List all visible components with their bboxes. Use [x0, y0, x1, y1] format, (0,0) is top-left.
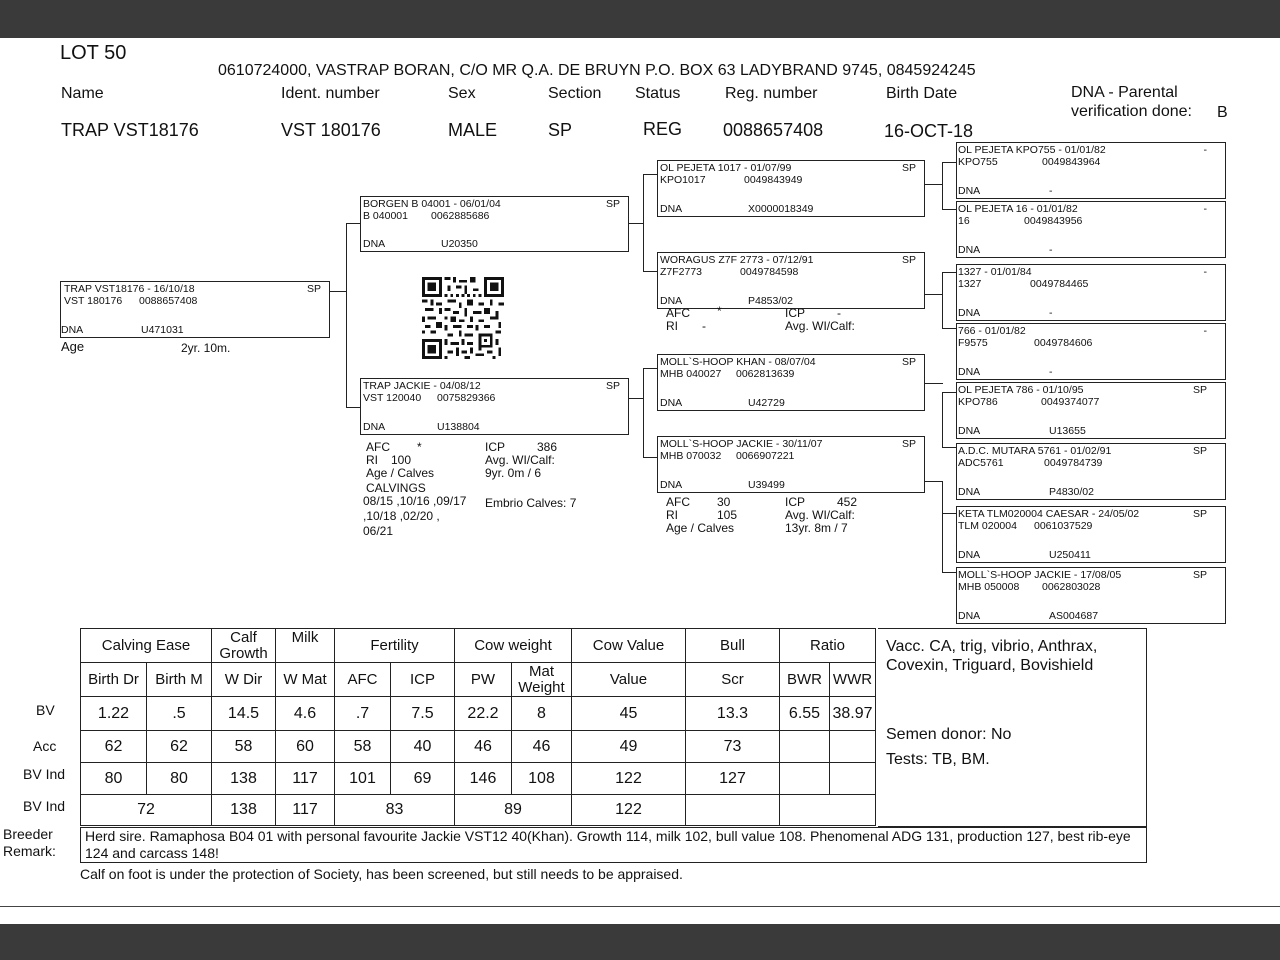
bv-cell: 8 [512, 697, 572, 731]
bv-cell: 45 [572, 697, 686, 731]
bvind2-cell: 117 [276, 795, 335, 826]
header-status: Status [635, 85, 681, 102]
ggp-section: - [1203, 325, 1207, 337]
ggp-reg: 0049843956 [1024, 215, 1083, 227]
ggp-id: F9575 [958, 337, 988, 349]
dam-title: TRAP JACKIE - 04/08/12 [363, 380, 481, 392]
acc-cell: 73 [686, 731, 780, 763]
dd-dna: U39499 [748, 479, 785, 491]
dam-ri-value: 100 [391, 453, 412, 467]
ggp-dna-label: DNA [958, 486, 981, 498]
bvind-cell: 69 [391, 763, 455, 795]
sub-pw: PW [455, 663, 512, 697]
owner-line: 0610724000, VASTRAP BORAN, C/O MR Q.A. DE BRUYN P.O. BOX 63 LADYBRAND 9745, 0845924245 [218, 62, 976, 79]
sd-afc-label: AFC [666, 306, 690, 320]
ss-id: KPO1017 [660, 174, 706, 186]
bv-cell: 6.55 [780, 697, 830, 731]
ggp-reg: 0049374077 [1041, 396, 1100, 408]
acc-cell: 46 [455, 731, 512, 763]
ggp-dna-label: DNA [958, 425, 981, 437]
acc-cell: 49 [572, 731, 686, 763]
animal-ident: VST 180176 [281, 120, 381, 140]
row-label-bv: BV [36, 702, 55, 718]
pedigree-sire-dam [657, 252, 925, 309]
dna-verified-value: B [1217, 104, 1228, 121]
row-label-bvind: BV Ind [23, 766, 66, 782]
sub-afc: AFC [335, 663, 391, 697]
header-sex: Sex [448, 85, 476, 102]
dd-afc-label: AFC [666, 495, 690, 509]
ds-section: SP [901, 356, 916, 368]
group-calf-growth: Calf Growth [212, 629, 276, 663]
ggp-dna: U13655 [1049, 425, 1086, 437]
pedigree-ggp-8 [956, 567, 1226, 624]
age-value: 2yr. 10m. [181, 341, 231, 355]
ss-title: OL PEJETA 1017 - 01/07/99 [660, 162, 792, 174]
dd-title: MOLL`S-HOOP JACKIE - 30/11/07 [660, 438, 823, 450]
ss-section: SP [901, 162, 916, 174]
acc-cell: 58 [335, 731, 391, 763]
remark-label [3, 826, 56, 860]
ggp-id: MHB 050008 [958, 581, 1020, 593]
ggp-section: - [1203, 266, 1207, 278]
bvind-cell: 80 [147, 763, 212, 795]
ggp-section: - [1203, 144, 1207, 156]
ggp-dna-label: DNA [958, 185, 981, 197]
qr-code-icon [420, 277, 506, 359]
group-milk: Milk [276, 629, 335, 663]
tests: Tests: TB, BM. [886, 751, 990, 768]
sub-icp: ICP [391, 663, 455, 697]
header-name: Name [61, 85, 104, 102]
animal-birth: 16-OCT-18 [884, 121, 974, 141]
sd-ri-value: - [702, 319, 706, 333]
ggp-title: KETA TLM020004 CAESAR - 24/05/02 [958, 508, 1140, 520]
dam-avg-label: Avg. WI/Calf: [485, 453, 555, 467]
subject-reg: 0088657408 [139, 295, 198, 307]
sd-reg: 0049784598 [740, 266, 799, 278]
row-label-acc: Acc [33, 738, 57, 754]
dd-id: MHB 070032 [660, 450, 722, 462]
acc-cell: 62 [147, 731, 212, 763]
ggp-dna: AS004687 [1049, 610, 1099, 622]
group-bull: Bull [686, 629, 780, 663]
animal-sex: MALE [448, 120, 498, 140]
ggp-dna-label: DNA [958, 307, 981, 319]
sub-w-mat: W Mat [276, 663, 335, 697]
dd-section: SP [901, 438, 916, 450]
sd-icp-label: ICP [785, 306, 806, 320]
header-birth: Birth Date [886, 85, 958, 102]
dd-age-calves-label: Age / Calves [666, 521, 735, 535]
subject-dna-label: DNA [61, 324, 84, 336]
header-section: Section [548, 85, 602, 102]
sd-afc-value: * [717, 304, 722, 318]
ggp-id: TLM 020004 [958, 520, 1017, 532]
ggp-id: KPO755 [958, 156, 998, 168]
ss-dna-label: DNA [660, 203, 683, 215]
dd-reg: 0066907221 [736, 450, 795, 462]
ggp-dna: - [1049, 307, 1053, 319]
sd-ri-label: RI [666, 319, 678, 333]
bvind-cell: 80 [81, 763, 147, 795]
bv-cell: 7.5 [391, 697, 455, 731]
bvind-cell: 117 [276, 763, 335, 795]
pedigree-sire [360, 196, 629, 252]
sd-section: SP [901, 254, 916, 266]
dam-section: SP [605, 380, 620, 392]
group-ratio: Ratio [780, 629, 876, 663]
breeder-remark: Herd sire. Ramaphosa B04 01 with personal favourite Jackie VST12 40(Khan). Growth 114, milk 102, bull value 108. Phenomenal ADG 131, production 127, best rib-eye 124 and carcass 148! [80, 827, 1147, 863]
bvind-cell: 138 [212, 763, 276, 795]
ggp-section: - [1203, 203, 1207, 215]
sub-w-dir: W Dir [212, 663, 276, 697]
dd-ri-label: RI [666, 508, 678, 522]
row-label-bvind-2: BV Ind [23, 798, 66, 814]
ggp-id: ADC5761 [958, 457, 1004, 469]
ggp-title: OL PEJETA 786 - 01/10/95 [958, 384, 1084, 396]
ds-title: MOLL`S-HOOP KHAN - 08/07/04 [660, 356, 816, 368]
group-cow-value: Cow Value [572, 629, 686, 663]
ggp-dna: - [1049, 244, 1053, 256]
bvind-cell: 146 [455, 763, 512, 795]
pedigree-dam-dam [657, 436, 925, 493]
ggp-reg: 0049784739 [1044, 457, 1103, 469]
subject-dna: U471031 [141, 324, 184, 336]
bvind2-cell: 83 [335, 795, 455, 826]
bv-cell: .5 [147, 697, 212, 731]
bv-cell: 22.2 [455, 697, 512, 731]
bv-cell: 38.97 [830, 697, 876, 731]
dd-avg-label: Avg. WI/Calf: [785, 508, 855, 522]
sire-id: B 040001 [363, 210, 408, 222]
bv-cell: 4.6 [276, 697, 335, 731]
bottom-bar [0, 924, 1280, 960]
dam-calvings-line1: 08/15 ,10/16 ,09/17 [363, 494, 467, 508]
header-dna [1071, 83, 1192, 121]
bvind2-cell: 72 [81, 795, 212, 826]
dam-embrio-calves: Embrio Calves: 7 [485, 496, 577, 510]
header-ident: Ident. number [281, 85, 380, 102]
semen-donor: Semen donor: No [886, 726, 1012, 743]
bv-cell: 1.22 [81, 697, 147, 731]
sub-bwr: BWR [780, 663, 830, 697]
group-cow-weight: Cow weight [455, 629, 572, 663]
dam-icp-value: 386 [537, 440, 558, 454]
header-dna-line1: DNA - Parental [1071, 84, 1178, 101]
ggp-reg: 0061037529 [1034, 520, 1093, 532]
pedigree-ggp-6 [956, 443, 1226, 500]
acc-cell: 62 [81, 731, 147, 763]
animal-reg: 0088657408 [723, 120, 824, 140]
sub-birth-dr: Birth Dr [81, 663, 147, 697]
ds-dna-label: DNA [660, 397, 683, 409]
footnote: Calf on foot is under the protection of Society, has been screened, but still needs to be appraised. [80, 866, 683, 882]
sire-dna: U20350 [441, 238, 478, 250]
ggp-dna: U250411 [1049, 549, 1091, 561]
sd-title: WORAGUS Z7F 2773 - 07/12/91 [660, 254, 814, 266]
bvind2-cell [686, 795, 780, 826]
ggp-section: SP [1192, 569, 1207, 581]
pedigree-ggp-5 [956, 382, 1226, 439]
acc-cell: 60 [276, 731, 335, 763]
ds-dna: U42729 [748, 397, 785, 409]
age-label: Age [61, 339, 85, 354]
ggp-reg: 0062803028 [1042, 581, 1101, 593]
acc-cell [780, 731, 830, 763]
header-reg: Reg. number [725, 85, 818, 102]
ggp-title: MOLL`S-HOOP JACKIE - 17/08/05 [958, 569, 1122, 581]
ggp-title: OL PEJETA 16 - 01/01/82 [958, 203, 1078, 215]
pedigree-ggp-4 [956, 323, 1226, 380]
ggp-title: 766 - 01/01/82 [958, 325, 1026, 337]
bvind2-cell: 89 [455, 795, 572, 826]
lot-number: LOT 50 [60, 42, 127, 64]
bvind-cell: 127 [686, 763, 780, 795]
sub-value: Value [572, 663, 686, 697]
dam-id: VST 120040 [363, 392, 422, 404]
bvind-cell: 122 [572, 763, 686, 795]
group-fertility: Fertility [335, 629, 455, 663]
ggp-dna: - [1049, 185, 1053, 197]
ggp-dna: P4830/02 [1049, 486, 1094, 498]
dam-calvings-line2: ,10/18 ,02/20 , [363, 509, 440, 523]
subject-title: TRAP VST18176 - 16/10/18 [64, 283, 195, 295]
bvind-cell: 108 [512, 763, 572, 795]
animal-status: REG [643, 119, 683, 139]
ggp-section: SP [1192, 384, 1207, 396]
acc-cell: 46 [512, 731, 572, 763]
acc-cell [830, 731, 876, 763]
ggp-dna-label: DNA [958, 244, 981, 256]
ggp-id: 16 [958, 215, 970, 227]
bvind-cell [830, 763, 876, 795]
bvind2-cell: 122 [572, 795, 686, 826]
divider [0, 906, 1280, 907]
sub-wwr: WWR [830, 663, 876, 697]
sd-avg-label: Avg. WI/Calf: [785, 319, 855, 333]
ggp-title: OL PEJETA KPO755 - 01/01/82 [958, 144, 1106, 156]
pedigree-ggp-2 [956, 201, 1226, 258]
ggp-title: 1327 - 01/01/84 [958, 266, 1032, 278]
pedigree-ggp-3 [956, 264, 1226, 321]
pedigree-dam-sire [657, 354, 925, 411]
acc-cell: 40 [391, 731, 455, 763]
dam-afc-value: * [417, 440, 422, 454]
ggp-dna: - [1049, 366, 1053, 378]
ggp-reg: 0049784465 [1030, 278, 1089, 290]
pedigree-ggp-7 [956, 506, 1226, 563]
bv-cell: .7 [335, 697, 391, 731]
ss-dna: X0000018349 [748, 203, 814, 215]
acc-cell: 58 [212, 731, 276, 763]
bvind-cell [780, 763, 830, 795]
dd-icp-value: 452 [837, 495, 858, 509]
sire-title: BORGEN B 04001 - 06/01/04 [363, 198, 501, 210]
remark-label-line2: Remark: [3, 843, 56, 859]
ss-reg: 0049843949 [744, 174, 803, 186]
animal-name: TRAP VST18176 [61, 120, 199, 140]
bvind2-cell: 138 [212, 795, 276, 826]
dd-age-calves-value: 13yr. 8m / 7 [785, 521, 848, 535]
ggp-section: SP [1192, 445, 1207, 457]
pedigree-subject [60, 281, 330, 338]
dam-icp-label: ICP [485, 440, 506, 454]
vaccination-text: Vacc. CA, trig, vibrio, Anthrax, Covexin, Triguard, Bovishield [886, 638, 1098, 674]
ggp-dna-label: DNA [958, 366, 981, 378]
dam-ri-label: RI [366, 453, 378, 467]
bvind-cell: 101 [335, 763, 391, 795]
ggp-id: 1327 [958, 278, 982, 290]
ebv-table [80, 628, 876, 826]
sd-dna-label: DNA [660, 295, 683, 307]
subject-section: SP [306, 283, 321, 295]
dd-afc-value: 30 [717, 495, 731, 509]
dd-icp-label: ICP [785, 495, 806, 509]
sire-reg: 0062885686 [431, 210, 490, 222]
ggp-section: SP [1192, 508, 1207, 520]
sd-dna: P4853/02 [748, 295, 793, 307]
ds-reg: 0062813639 [736, 368, 795, 380]
ggp-dna-label: DNA [958, 610, 981, 622]
sd-id: Z7F2773 [660, 266, 703, 278]
dam-age-calves-value: 9yr. 0m / 6 [485, 466, 542, 480]
bvind2-cell [780, 795, 876, 826]
remark-label-line1: Breeder [3, 826, 53, 842]
dam-calvings-label: CALVINGS [366, 481, 426, 495]
pedigree-dam [360, 378, 629, 435]
pedigree-ggp-1 [956, 142, 1226, 199]
sd-icp-value: - [837, 306, 841, 320]
ds-id: MHB 040027 [660, 368, 722, 380]
dd-dna-label: DNA [660, 479, 683, 491]
ggp-dna-label: DNA [958, 549, 981, 561]
bv-cell: 14.5 [212, 697, 276, 731]
animal-section: SP [548, 120, 573, 140]
ggp-id: KPO786 [958, 396, 998, 408]
subject-id: VST 180176 [64, 295, 123, 307]
group-calving-ease: Calving Ease [81, 629, 212, 663]
dam-reg: 0075829366 [437, 392, 496, 404]
dam-age-calves-label: Age / Calves [366, 466, 435, 480]
pedigree-sire-sire [657, 160, 925, 217]
dam-dna: U138804 [437, 421, 480, 433]
dam-dna-label: DNA [363, 421, 386, 433]
sub-scr: Scr [686, 663, 780, 697]
ggp-reg: 0049843964 [1042, 156, 1101, 168]
vaccination-panel [878, 628, 1147, 827]
ggp-reg: 0049784606 [1034, 337, 1093, 349]
bv-cell: 13.3 [686, 697, 780, 731]
sire-dna-label: DNA [363, 238, 386, 250]
dam-calvings-line3: 06/21 [363, 524, 394, 538]
sire-section: SP [605, 198, 620, 210]
sub-mat-weight: Mat Weight [512, 663, 572, 697]
header-dna-line2: verification done: [1071, 103, 1192, 120]
dam-afc-label: AFC [366, 440, 390, 454]
dd-ri-value: 105 [717, 508, 738, 522]
sub-birth-m: Birth M [147, 663, 212, 697]
ggp-title: A.D.C. MUTARA 5761 - 01/02/91 [958, 445, 1112, 457]
top-bar [0, 0, 1280, 38]
